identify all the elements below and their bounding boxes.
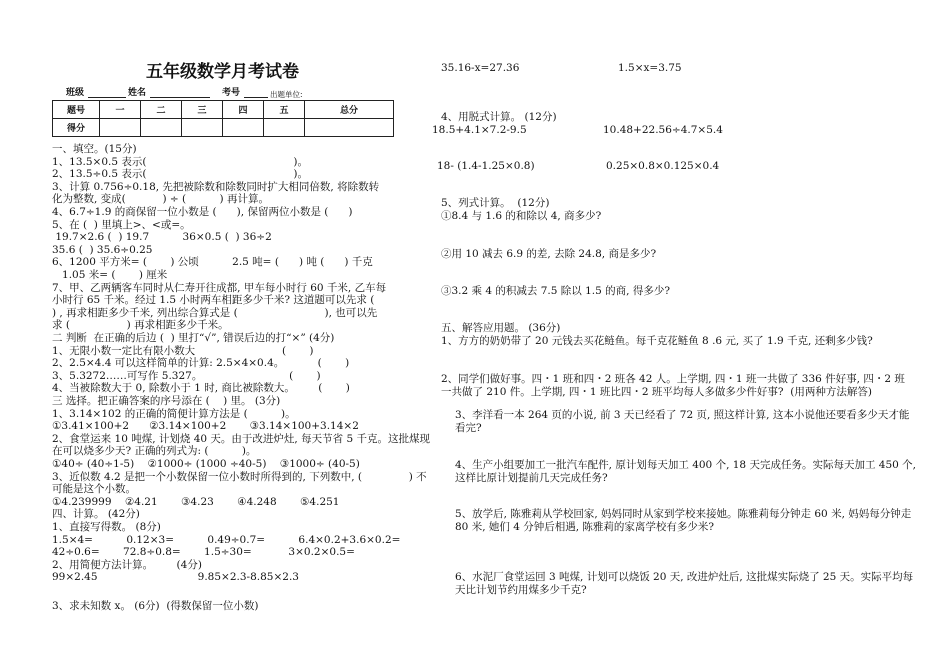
equation-1: 35.16-x=27.36	[441, 62, 520, 74]
score-table	[52, 100, 394, 137]
number-label: 考号	[222, 88, 241, 98]
table-cell: 五	[264, 101, 305, 119]
text-line: 三 选择。把正确答案的序号添在 ( ) 里。 (3分)	[52, 395, 281, 407]
list-item: ②用 10 减去 6.9 的差, 去除 24.8, 商是多少?	[441, 248, 657, 260]
text-line: 求 ( ) 再求相距多少千米。	[52, 319, 229, 332]
table-cell: 一	[100, 101, 141, 119]
text-line: 35.6 ( ) 35.6÷0.25	[52, 243, 153, 256]
section-5-title: 5、列式计算。 (12分)	[441, 197, 550, 209]
word-problem-2a: 2、同学们做好事。四・1 班和四・2 班各 42 人。上学期, 四・1 班一共做了 336 件好事, 四・2 班	[441, 373, 905, 385]
text-line: 5、在 ( ) 里填上>、<或=。	[52, 218, 191, 231]
text-line: 1.05 米= ( ) 厘米	[52, 269, 168, 281]
calc-item: 10.48+22.56÷4.7×5.4	[603, 124, 723, 136]
text-line: 二 判断 在正确的后边 ( ) 里打“√”, 错误后边的打“×” (4分)	[52, 332, 335, 344]
section-4-title: 4、用脱式计算。 (12分)	[441, 111, 557, 123]
table-cell: 三	[182, 101, 223, 119]
word-problem-4b: 这样比原计划提前几天完成任务?	[455, 472, 608, 484]
word-problem-4a: 4、生产小组要加工一批汽车配件, 原计划每天加工 400 个, 18 天完成任务。实际每天加工 450 个,	[455, 459, 916, 471]
word-problem-3b: 看完?	[455, 422, 482, 434]
table-cell	[100, 119, 141, 137]
word-problem-6b: 天比计划节约用煤多少千克?	[455, 584, 587, 596]
word-problem-5b: 80 米, 她们 4 分钟后相遇, 陈雅莉的家离学校有多少米?	[455, 521, 715, 533]
text-line: 1、直接写得数。 (8分)	[52, 521, 161, 533]
text-line: ①3.41×100+2 ②3.14×100+2 ③3.14×100+3.14×2	[52, 420, 359, 433]
class-label: 班级	[66, 88, 85, 98]
table-cell	[223, 119, 264, 137]
calc-item: 0.25×0.8×0.125×0.4	[606, 160, 720, 172]
table-cell	[182, 119, 223, 137]
text-line: 99×2.45 9.85×2.3-8.85×2.3	[52, 571, 299, 584]
unit-label: 出题单位:	[270, 90, 303, 99]
equation-2: 1.5×x=3.75	[618, 62, 682, 74]
table-cell: 四	[223, 101, 264, 119]
text-line: 4、当被除数大于 0, 除数小于 1 时, 商比被除数大。 ( )	[52, 382, 350, 395]
text-line: 2、食堂运来 10 吨煤, 计划烧 40 天。由于改进炉灶, 每天节省 5 千克。这批煤现	[52, 432, 430, 445]
text-line: 化为整数, 变成( ) ÷ ( ) 再计算。	[52, 193, 269, 206]
table-cell: 总分	[305, 101, 394, 119]
number-underline	[244, 97, 268, 98]
table-cell: 题号	[53, 101, 100, 119]
text-line: 42÷0.6= 72.8÷0.8= 1.5÷30= 3×0.2×0.5=	[52, 546, 355, 559]
section-6-title: 五、解答应用题。 (36分)	[441, 322, 561, 334]
text-line: 小时行 65 千米。经过 1.5 小时两车相距多少千米? 这道题可以先求 (	[52, 294, 375, 307]
class-underline	[88, 97, 126, 98]
table-cell: 得分	[53, 119, 100, 137]
text-line: 可能是这个小数。	[52, 483, 136, 496]
name-label: 姓名	[128, 88, 147, 98]
text-line: 1、3.14×102 的正确的简便计算方法是 ( )。	[52, 407, 296, 420]
text-line: ) , 再求相距多少千米, 列出综合算式是 ( ), 也可以先	[52, 306, 378, 319]
calc-item: 18- (1.4-1.25×0.8)	[437, 160, 535, 172]
text-line: 在可以烧多少天? 正确的列式为: ( )。	[52, 445, 257, 458]
table-cell	[305, 119, 394, 137]
text-line: 四、计算。 (42分)	[52, 508, 140, 521]
exam-title: 五年级数学月考试卷	[146, 62, 299, 82]
name-underline	[150, 97, 210, 98]
text-line: 3、5.3272……可写作 5.327。 ( )	[52, 369, 321, 382]
text-line: 2、用简便方法计算。 (4分)	[52, 558, 202, 571]
word-problem-1: 1、方方的奶奶带了 20 元钱去买花鲢鱼。每千克花鲢鱼 8 .6 元, 买了 1.9 千克, 还剩多少钱?	[441, 335, 873, 347]
text-line: 1、无限小数一定比有限小数大 ( )	[52, 344, 314, 357]
list-item: ①8.4 与 1.6 的和除以 4, 商多少?	[441, 210, 602, 222]
text-line: 6、1200 平方米= ( ) 公顷 2.5 吨= ( ) 吨 ( ) 千克	[52, 256, 373, 269]
text-line: 一、填空。(15分)	[52, 143, 137, 155]
score-table-score-row	[53, 119, 394, 137]
table-cell	[264, 119, 305, 137]
text-line: ①40÷ (40÷1-5) ②1000÷ (1000 ÷40-5) ③1000÷ (40-5)	[52, 458, 360, 470]
text-line: 2、13.5÷0.5 表示( )。	[52, 168, 308, 181]
table-cell: 二	[141, 101, 182, 119]
table-cell	[141, 119, 182, 137]
text-line: 1.5×4= 0.12×3= 0.49÷0.7= 6.4×0.2+3.6×0.2=	[52, 533, 401, 546]
score-table-header-row	[53, 101, 394, 119]
word-problem-5a: 5、放学后, 陈雅莉从学校回家, 妈妈同时从家到学校来接她。陈雅莉每分钟走 60 米, 妈妈每分钟走	[455, 508, 912, 520]
text-line: 1、13.5×0.5 表示( )。	[52, 155, 308, 168]
list-item: ③3.2 乘 4 的积减去 7.5 除以 1.5 的商, 得多少?	[441, 285, 670, 297]
text-line: 4、6.7÷1.9 的商保留一位小数是 ( ), 保留两位小数是 ( )	[52, 206, 353, 218]
text-line: 3、近似数 4.2 是把一个小数保留一位小数时所得到的, 下列数中, ( ) 不	[52, 470, 427, 483]
calc-item: 18.5+4.1×7.2-9.5	[432, 124, 527, 136]
text-line: 2、2.5×4.4 可以这样简单的计算: 2.5×4×0.4。 ( )	[52, 357, 350, 370]
text-line: ①4.239999 ②4.21 ③4.23 ④4.248 ⑤4.251	[52, 495, 340, 508]
word-problem-3a: 3、李洋看一本 264 页的小说, 前 3 天已经看了 72 页, 照这样计算, 这本小说他还要看多少天才能	[455, 409, 910, 421]
word-problem-2b: 一共做了 210 件。上学期, 四・1 班比四・2 班平均每人多做多少件好事? (用两种方法解答)	[441, 386, 872, 398]
word-problem-6a: 6、水泥厂食堂运回 3 吨煤, 计划可以烧饭 20 天, 改进炉灶后, 这批煤实际烧了 25 天。实际平均每	[455, 571, 914, 583]
solve-x-heading: 3、求未知数 x。 (6分) (得数保留一位小数)	[52, 600, 259, 612]
text-line: 7、甲、乙两辆客车同时从仁寿开往成都, 甲车每小时行 60 千米, 乙车每	[52, 281, 387, 294]
text-line: 19.7×2.6 ( ) 19.7 36×0.5 ( ) 36÷2	[52, 231, 272, 244]
text-line: 3、计算 0.756÷0.18, 先把被除数和除数同时扩大相同倍数, 将除数转	[52, 180, 380, 193]
